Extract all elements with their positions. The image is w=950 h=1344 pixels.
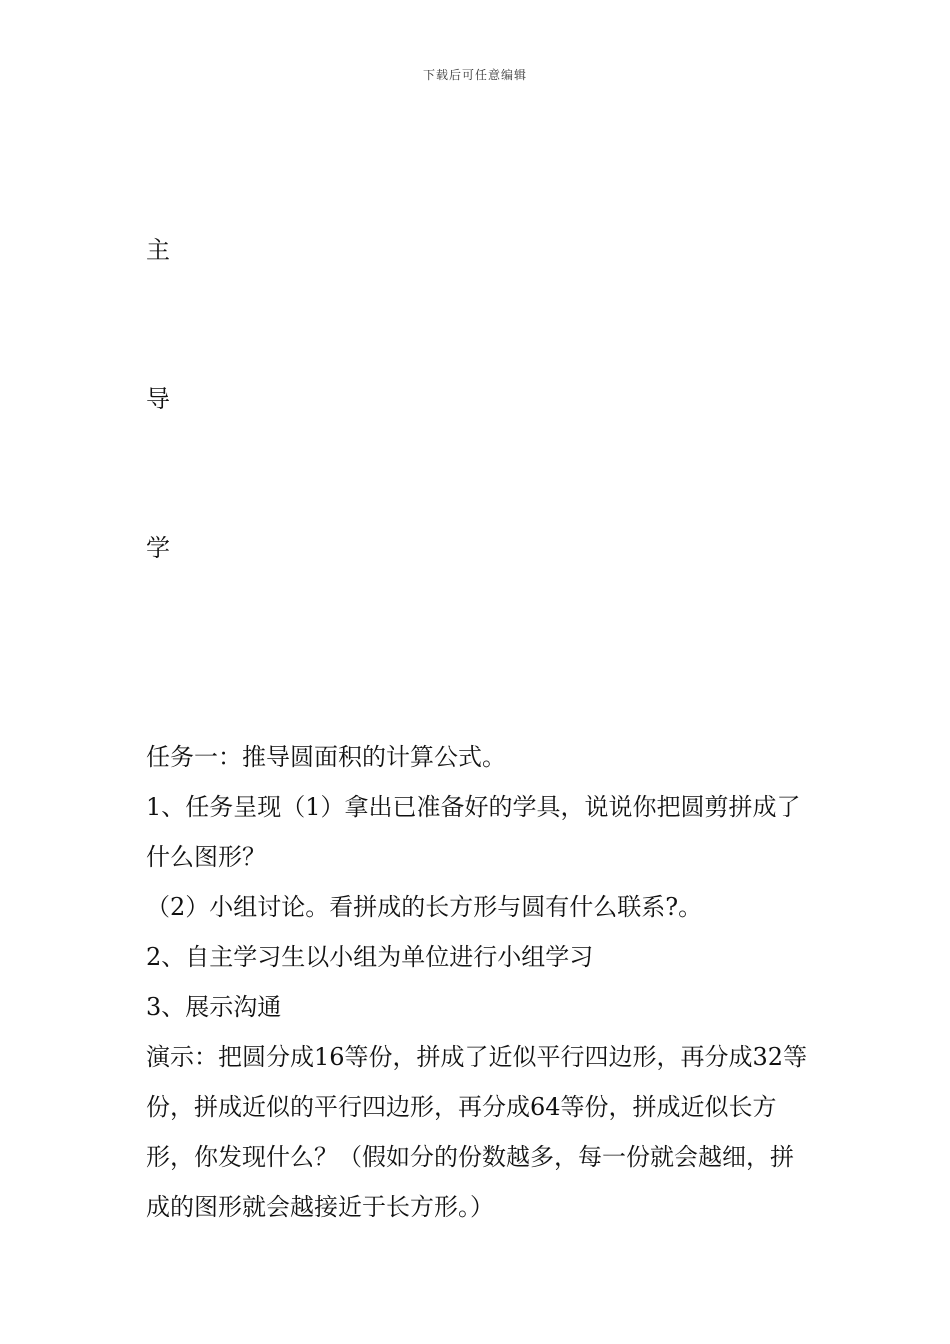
item-1-discussion: （2）小组讨论。看拼成的长方形与圆有什么联系?。 bbox=[146, 893, 703, 921]
side-label-zhu: 主 bbox=[146, 236, 170, 264]
document-body bbox=[146, 732, 814, 1232]
side-label-dao: 导 bbox=[146, 385, 170, 413]
demo-paragraph: 演示：把圆分成16等份，拼成了近似平行四边形，再分成32等份，拼成近似的平行四边形，再分成64等份，拼成近似长方形，你发现什么？（假如分的份数越多，每一份就会越细，拼成的图形就会越接近于长方形。） bbox=[146, 1043, 808, 1221]
item-1-presentation: 1、任务呈现（1）拿出已准备好的学具，说说你把圆剪拼成了什么图形？ bbox=[146, 793, 801, 871]
item-3-showcase: 3、展示沟通 bbox=[146, 993, 282, 1021]
task-title: 任务一：推导圆面积的计算公式。 bbox=[146, 743, 506, 771]
side-label-xue: 学 bbox=[146, 534, 170, 562]
item-2-self-study: 2、自主学习生以小组为单位进行小组学习 bbox=[146, 943, 594, 971]
header-note: 下载后可任意编辑 bbox=[422, 68, 527, 82]
